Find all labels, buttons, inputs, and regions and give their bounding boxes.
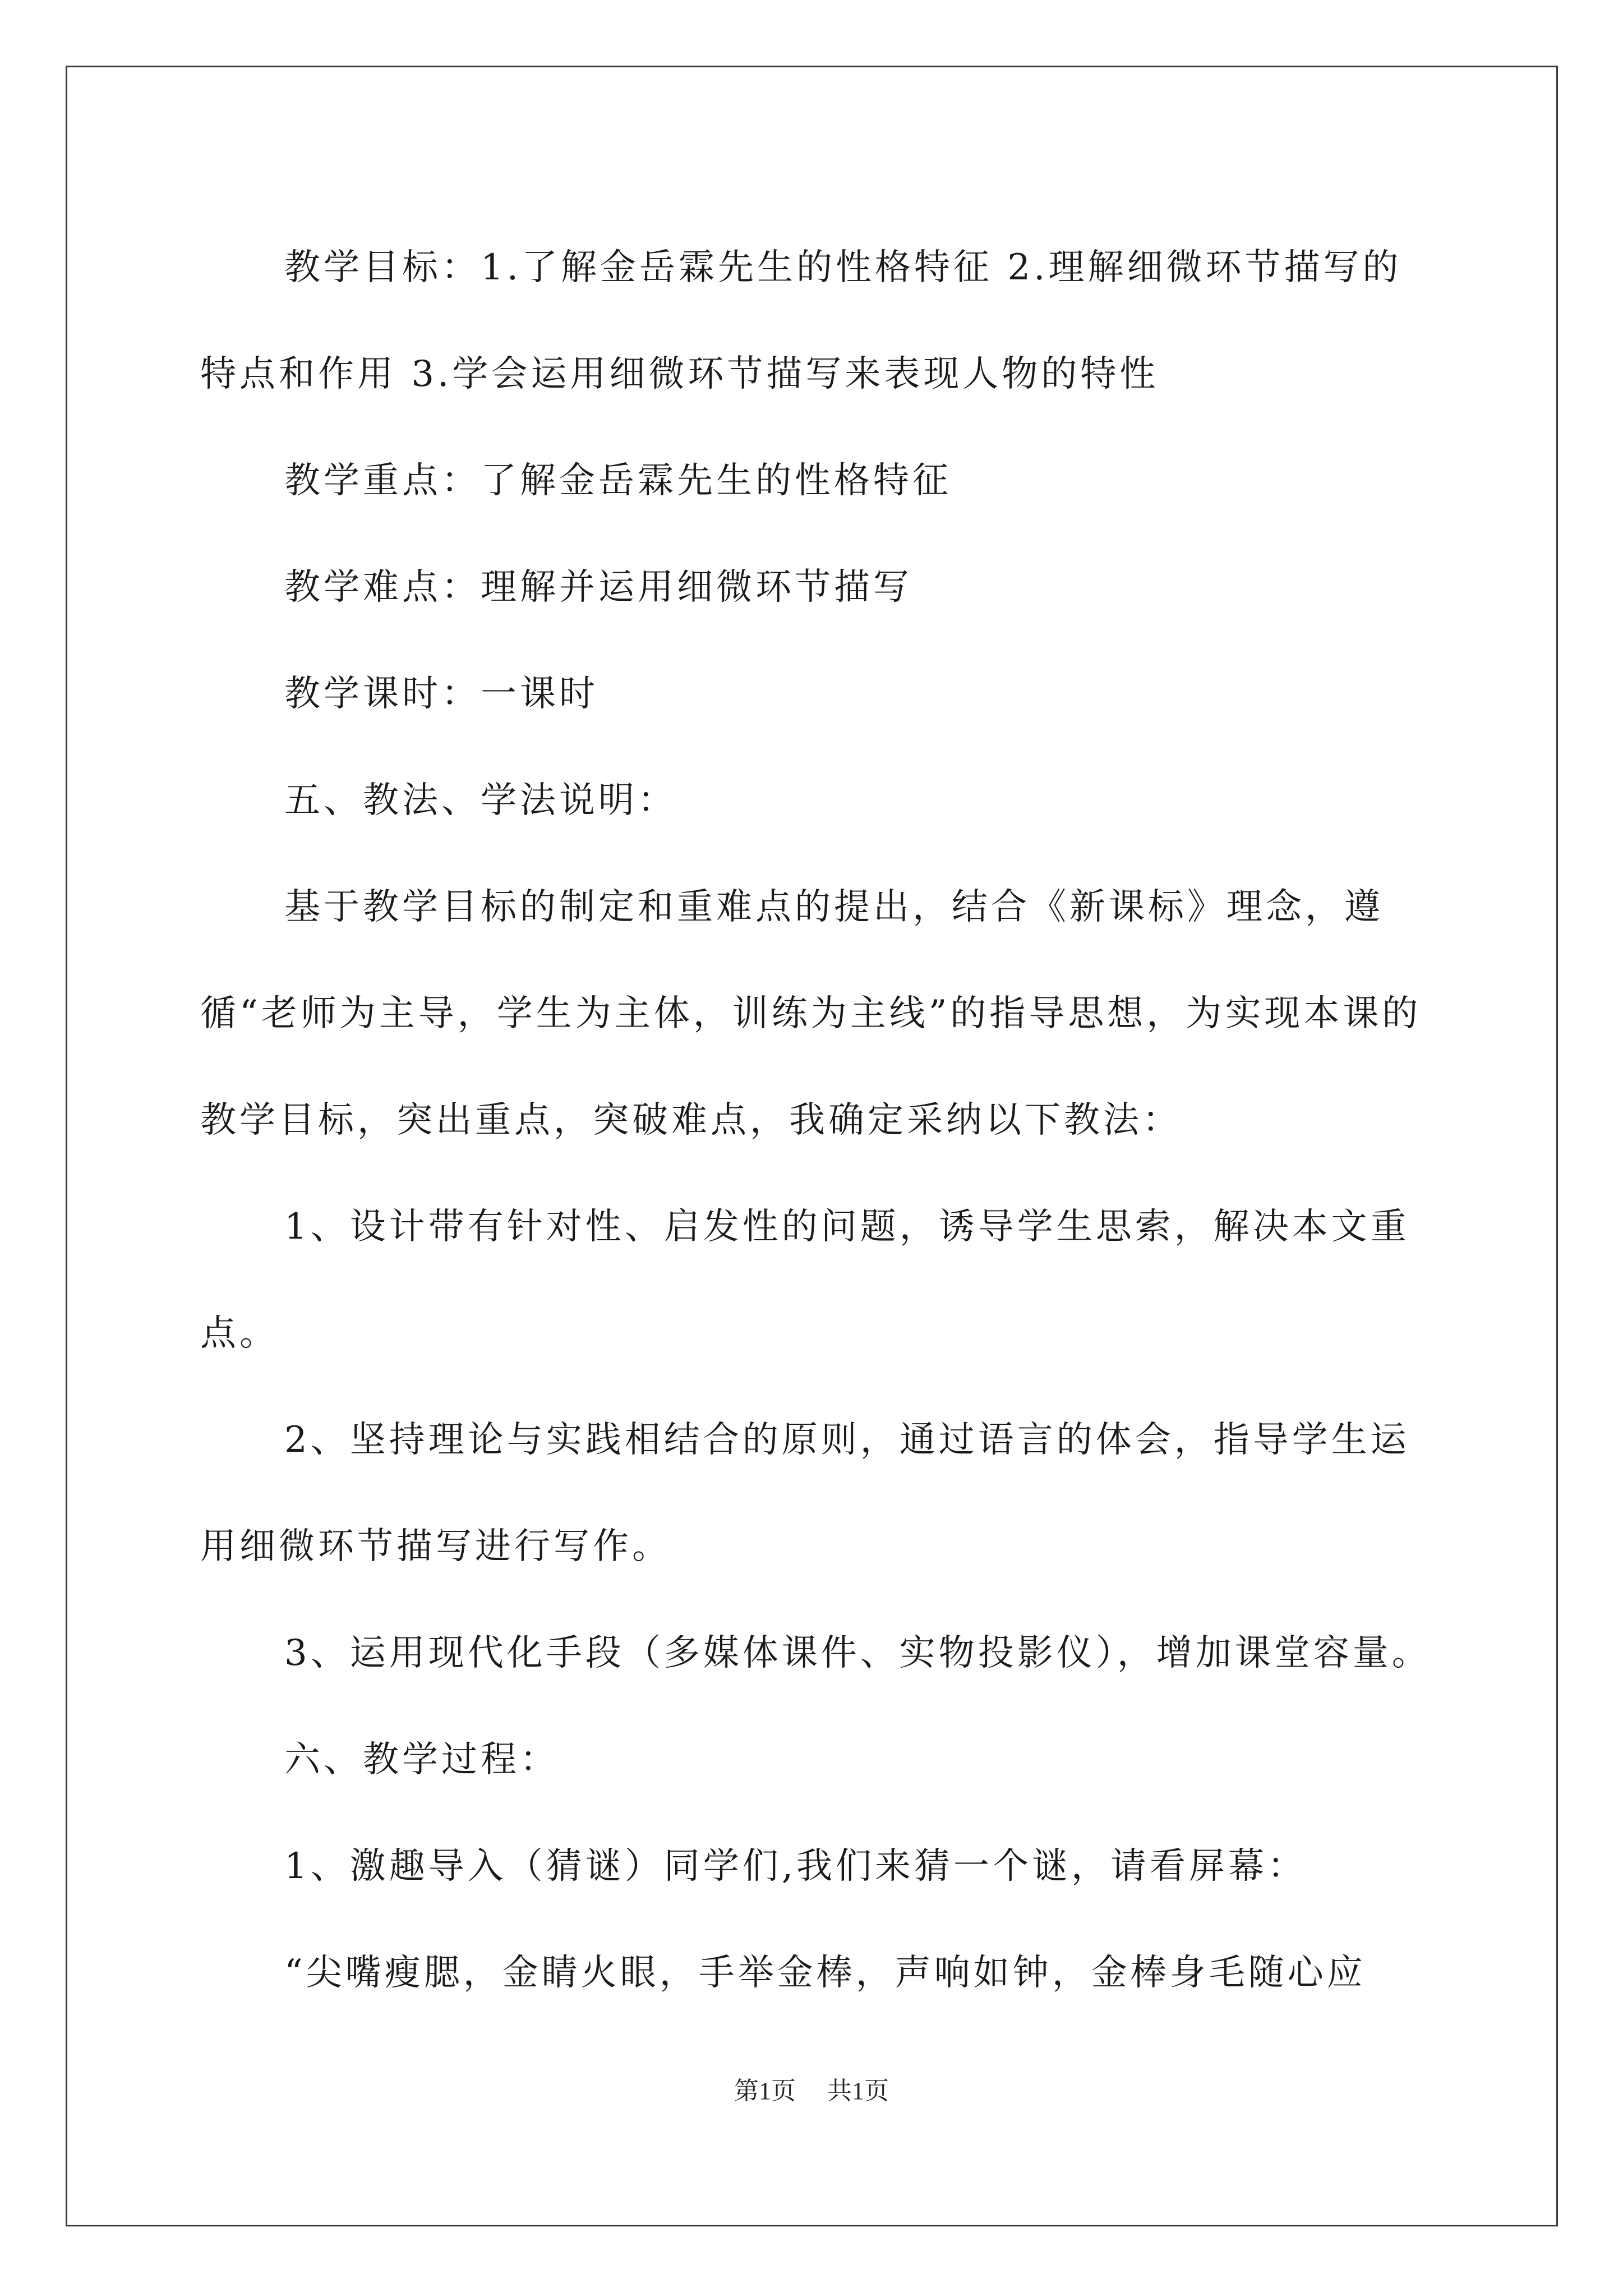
paragraph-riddle-quote: “尖嘴瘦腮，金睛火眼，手举金棒，声响如钟，金棒身毛随心应 bbox=[284, 1952, 1366, 1994]
paragraph-method-1: 1、设计带有针对性、启发性的问题，诱导学生思索，解决本文重点。 bbox=[200, 1206, 1410, 1354]
paragraph-difficult-points: 教学难点：理解并运用细微环节描写 bbox=[284, 567, 912, 608]
paragraph-method-2: 2、坚持理论与实践相结合的原则，通过语言的体会，指导学生运用细微环节描写进行写作。 bbox=[200, 1419, 1410, 1567]
section-heading-process: 六、教学过程： bbox=[284, 1739, 559, 1780]
section-heading-methods: 五、教法、学法说明： bbox=[284, 780, 677, 821]
paragraph-key-points: 教学重点：了解金岳霖先生的性格特征 bbox=[284, 460, 952, 501]
paragraph-methods-intro: 基于教学目标的制定和重难点的提出，结合《新课标》理念，遵循“老师为主导，学生为主体，训练为主线”的指导思想，为实现本课的教学目标，突出重点，突破难点，我确定采纳以下教法： bbox=[200, 886, 1422, 1141]
page-total: 共1页 bbox=[827, 2077, 889, 2105]
paragraph-class-hours: 教学课时：一课时 bbox=[284, 673, 598, 715]
document-body bbox=[200, 214, 1434, 2026]
paragraph-method-3: 3、运用现代化手段（多媒体课件、实物投影仪），增加课堂容量。 bbox=[284, 1632, 1431, 1674]
paragraph-step-1: 1、激趣导入（猜谜）同学们,我们来猜一个谜，请看屏幕： bbox=[284, 1846, 1307, 1887]
page-number: 第1页 bbox=[734, 2077, 796, 2105]
paragraph-teaching-goals: 教学目标：1.了解金岳霖先生的性格特征 2.理解细微环节描写的特点和作用 3.学会运用细微环节描写来表现人物的特性 bbox=[200, 247, 1402, 395]
page-footer bbox=[0, 2074, 1623, 2108]
